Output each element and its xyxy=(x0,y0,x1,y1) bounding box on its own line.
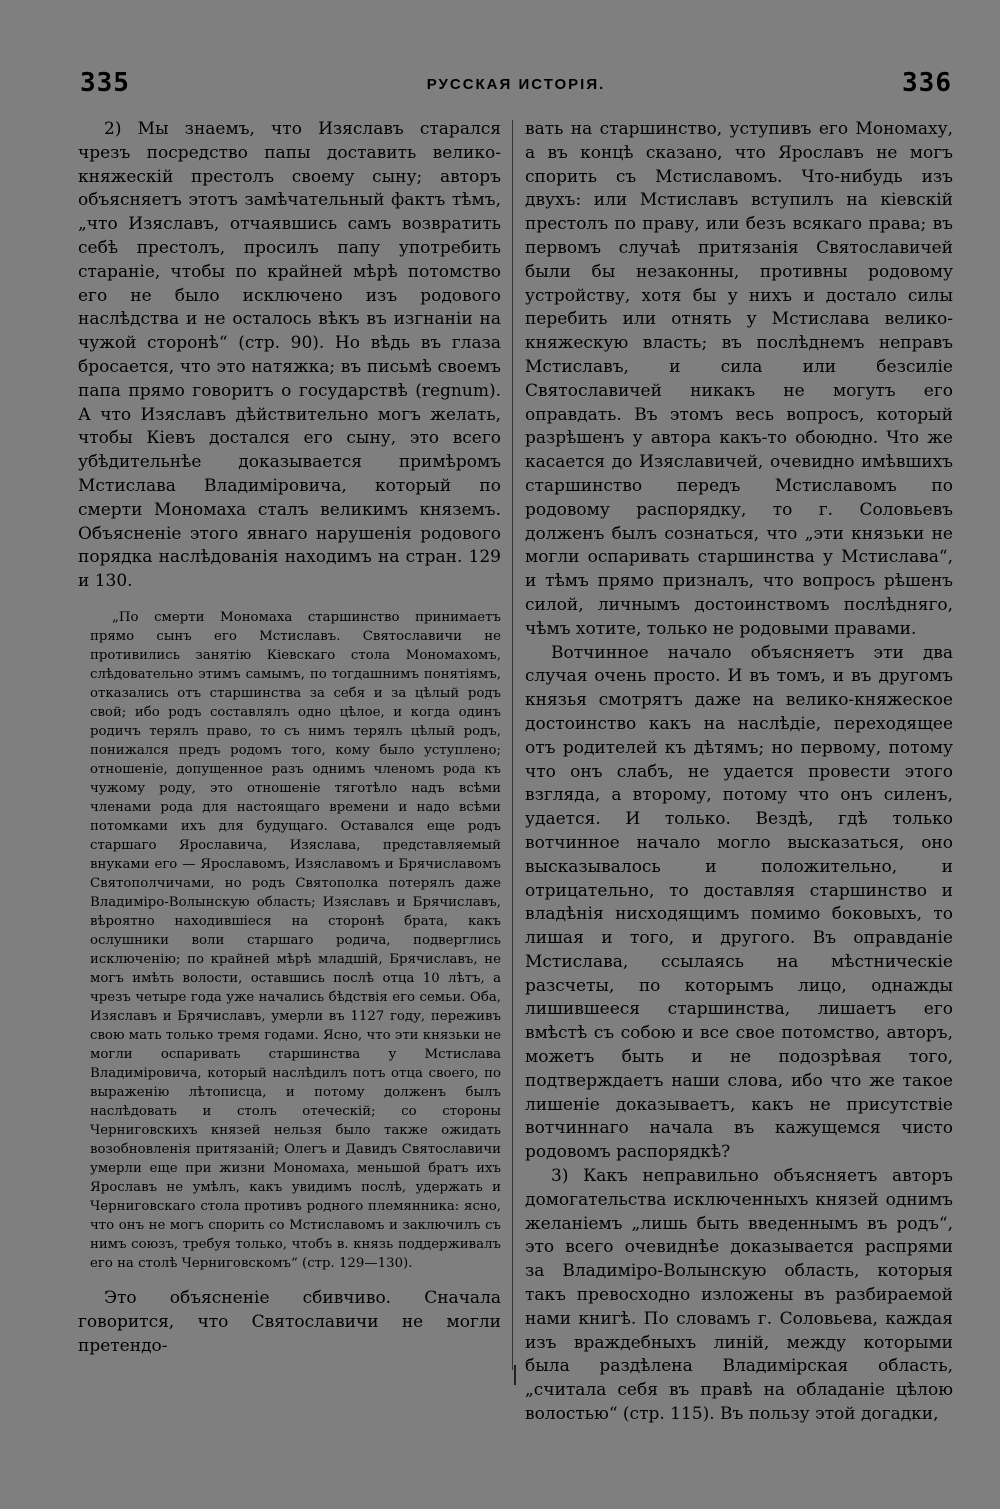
right-paragraph-2: Вотчинное начало объясняетъ эти два случая очень просто. И въ томъ, и въ другомъ князья смотрятъ даже на велико-княжеское достоинство какъ на наслѣдіе, переходящее отъ родителей къ дѣтямъ; но первому, потому что онъ слабъ, не удается провести этого взгляда, а второму, потому что онъ силенъ, удается. И только. Вездѣ, гдѣ только вотчинное начало могло высказаться, оно высказывалось и положительно, и отрицательно, то доставляя старшинство и владѣнія нисходящимъ помимо боковыхъ, то лишая и того, и другого. Въ оправданіе Мстислава, ссылаясь на мѣстническіе разсчеты, по которымъ лицо, однажды лишившееся старшинства, лишаетъ его вмѣстѣ съ собою и все свое потомство, авторъ, можетъ быть и не подозрѣвая того, подтверждаетъ наши слова, ибо что же такое лишеніе доказываетъ, какъ не присутствіе вотчиннаго начала въ кажущемся чисто родовомъ распорядкѣ? xyxy=(525,642,953,1163)
block-quote: „По смерти Мономаха старшинство принимаетъ прямо сынъ его Мстиславъ. Святославичи не противились занятію Кіевскаго стола Мономахомъ, слѣдовательно этимъ самымъ, по тогдашнимъ понятіямъ, отказались отъ старшинства за себя и за цѣлый родъ свой; ибо родъ составлялъ одно цѣлое, и когда одинъ родичъ терялъ право, то съ нимъ терялъ цѣлый родъ, понижался предъ родомъ того, кому было уступлено; отношеніе, допущенное разъ однимъ членомъ рода къ чужому роду, это отношеніе тяготѣло надъ всѣми членами рода для настоящаго времени и надо всѣми потомками ихъ для будущаго. Оставался еще родъ старшаго Ярославича, Изяслава, представляемый внуками его — Ярославомъ, Изяславомъ и Брячиславомъ Святополчичами, но родъ Святополка потерялъ даже Владиміро-Волынскую область; Изяславъ и Брячиславъ, вѣроятно находившіеся на сторонѣ брата, какъ ослушники воли старшаго родича, подверглись исключенію; по крайней мѣрѣ младшій, Брячиславъ, не могъ имѣть волости, оставшись послѣ отца 10 лѣтъ, а чрезъ четыре года уже начались бѣдствія его семьи. Оба, Изяславъ и Брячиславъ, умерли въ 1127 году, переживъ свою мать только тремя годами. Ясно, что эти князьки не могли оспаривать старшинства у Мстислава Владиміровича, который наслѣдилъ потъ отца своего, по выраженію лѣтописца, и потому долженъ былъ наслѣдовать и столъ отеческій; со стороны Черниговскихъ князей нельзя было также ожидать возобновленія притязаній; Олегъ и Давидъ Святославичи умерли еще при жизни Мономаха, меньшой братъ ихъ Ярославъ не умѣлъ, какъ увидимъ послѣ, удержать и Черниговскаго стола противъ родного племянника: ясно, что онъ не могъ спорить со Мстиславомъ и заключилъ съ нимъ союзъ, требуя только, чтобъ в. князь поддерживалъ его на столѣ Черниговскомъ“ (стр. 129—130). xyxy=(90,609,501,1271)
right-paragraph-3: 3) Какъ неправильно объясняетъ авторъ домогательства исключенныхъ князей однимъ желаніемъ „лишь быть введеннымъ въ родъ“, это всего очевиднѣе доказывается распрями за Владиміро-Волынскую область, которыя такъ превосходно изложены въ разбираемой нами книгѣ. По словамъ г. Соловьева, каждая изъ враждебныхъ линій, между которыми была раздѣлена Владимірская область, „считала себя въ правѣ на обладаніе цѣлою волостью“ (стр. 115). Въ пользу этой догадки, xyxy=(525,1166,953,1425)
page-header xyxy=(80,68,952,102)
left-column xyxy=(78,118,501,1438)
page-number-left: 335 xyxy=(80,68,130,98)
left-paragraph-1: 2) Мы знаемъ, что Изяславъ старался чрезъ посредство папы доставить велико-княжескій престолъ своему сыну; авторъ объясняетъ этотъ замѣчательный фактъ тѣмъ, „что Изяславъ, отчаявшись самъ возвратить себѣ престолъ, просилъ папу употребить стараніе, чтобы по крайней мѣрѣ потомство его не было исключено изъ родового наслѣдства и не осталось вѣкъ въ изгнаніи на чужой сторонѣ“ (стр. 90). Но вѣдь въ глаза бросается, что это натяжка; въ письмѣ своемъ папа прямо говоритъ о государствѣ (regnum). А что Изяславъ дѣйствительно могъ желать, чтобы Кіевъ достался его сыну, это всего убѣдительнѣе доказывается примѣромъ Мстислава Владиміровича, который по смерти Мономаха сталъ великимъ княземъ. Объясненіе этого явнаго нарушенія родового порядка наслѣдованія находимъ на стран. 129 и 130. xyxy=(78,119,501,592)
column-divider xyxy=(512,120,513,1370)
left-paragraph-2: Это объясненіе сбивчиво. Сначала говорится, что Святославичи не могли претендо- xyxy=(78,1287,501,1356)
page-number-right: 336 xyxy=(902,68,952,98)
running-title: РУССКАЯ ИСТОРІЯ. xyxy=(426,76,606,93)
right-column xyxy=(525,118,953,1448)
margin-mark xyxy=(514,1365,516,1385)
right-paragraph-1: вать на старшинство, уступивъ его Мономаху, а въ концѣ сказано, что Ярославъ не могъ спорить съ Мстиславомъ. Что-нибудь изъ двухъ: или Мстиславъ вступилъ на кіевскій престолъ по праву, или безъ всякаго права; въ первомъ случаѣ притязанія Святославичей были бы незаконны, противны родовому устройству, хотя бы у нихъ и достало силы перебить или отнять у Мстислава велико-княжескую власть; въ послѣднемъ неправъ Мстиславъ, и сила или безсиліе Святославичей никакъ не могутъ его оправдать. Въ этомъ весь вопросъ, который разрѣшенъ у автора какъ-то обоюдно. Что же касается до Изяславичей, очевидно имѣвшихъ старшинство передъ Мстиславомъ по родовому распорядку, то г. Соловьевъ долженъ былъ сознаться, что „эти князьки не могли оспаривать старшинства у Мстислава“, и тѣмъ прямо призналъ, что вопросъ рѣшенъ силой, личнымъ достоинствомъ послѣдняго, чѣмъ хотите, только не родовыми правами. xyxy=(525,119,953,639)
